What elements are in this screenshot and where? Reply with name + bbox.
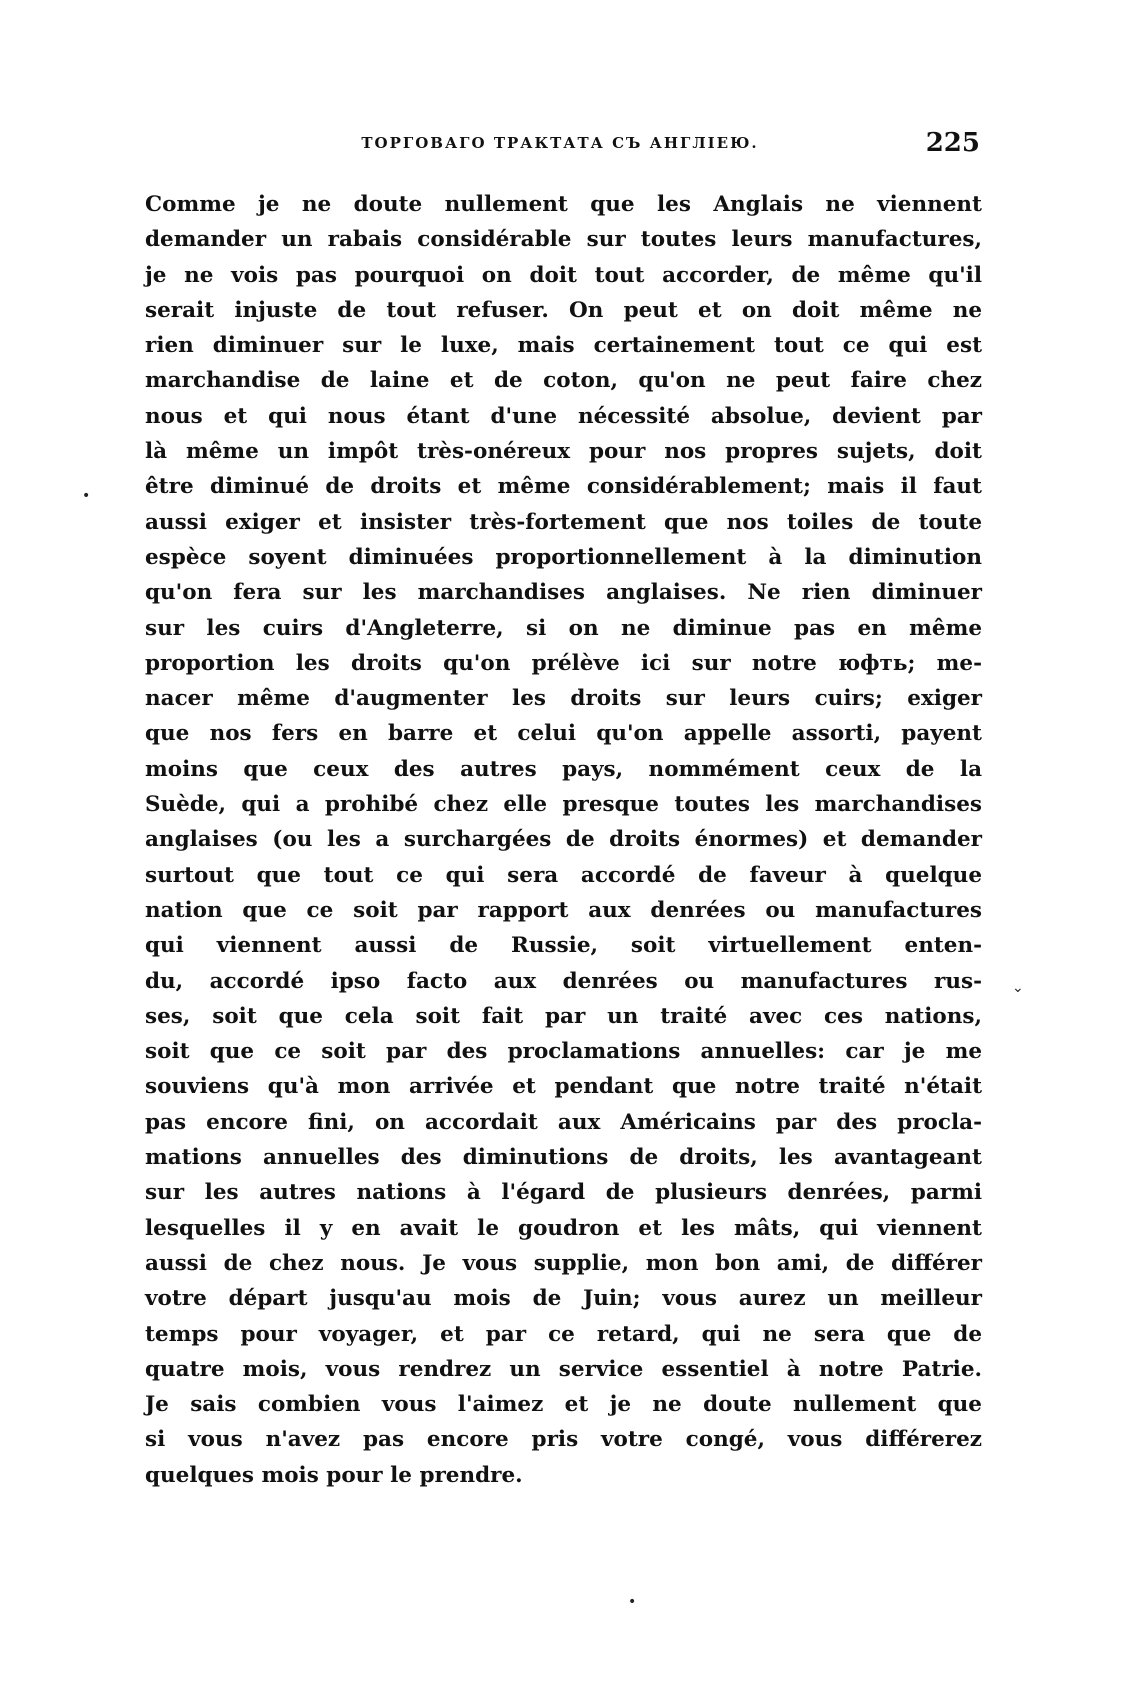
text-line: quelques mois pour le prendre. [145, 1462, 523, 1488]
text-line: soit que ce soit par des proclamations annuelles: car je me [145, 1039, 982, 1065]
text-line: marchandise de laine et de coton, qu'on ne peut faire chez [145, 368, 982, 394]
text-line: ses, soit que cela soit fait par un traité avec ces nations, [145, 1003, 982, 1029]
text-line: aussi exiger et insister très-fortement que nos toiles de toute [145, 509, 982, 535]
text-line: lesquelles il y en avait le goudron et les mâts, qui viennent [145, 1215, 982, 1241]
text-line: nacer même d'augmenter les droits sur leurs cuirs; exiger [145, 686, 982, 712]
scan-speck: ⌄ [1012, 980, 1024, 996]
text-line: rien diminuer sur le luxe, mais certainement tout ce qui est [145, 333, 982, 359]
text-line: pas encore fini, on accordait aux Américains par des procla- [145, 1109, 982, 1135]
text-line: nation que ce soit par rapport aux denrées ou manufactures [145, 897, 982, 923]
text-line: Je sais combien vous l'aimez et je ne doute nullement que [145, 1392, 982, 1418]
text-line: anglaises (ou les a surchargées de droits énormes) et demander [145, 827, 982, 853]
text-line: si vous n'avez pas encore pris votre congé, vous différerez [145, 1427, 982, 1453]
text-line: surtout que tout ce qui sera accordé de faveur à quelque [145, 862, 982, 888]
text-line: mations annuelles des diminutions de droits, les avantageant [145, 1145, 982, 1171]
text-line: souviens qu'à mon arrivée et pendant que notre traité n'était [145, 1074, 982, 1100]
text-line: je ne vois pas pourquoi on doit tout accorder, de même qu'il [145, 262, 982, 288]
scan-speck: • [628, 1594, 637, 1610]
text-line: proportion les droits qu'on prélève ici sur notre юфть; me- [145, 650, 982, 676]
text-line: qu'on fera sur les marchandises anglaises. Ne rien diminuer [145, 580, 982, 606]
text-line: du, accordé ipso facto aux denrées ou manufactures rus- [145, 968, 982, 994]
text-line: serait injuste de tout refuser. On peut et on doit même ne [145, 297, 982, 323]
running-title: ТОРГОВАГО ТРАКТАТА СЪ АНГЛІЕЮ. [361, 134, 759, 152]
text-line: Comme je ne doute nullement que les Anglais ne viennent [145, 192, 982, 217]
text-line: votre départ jusqu'au mois de Juin; vous aurez un meilleur [145, 1286, 982, 1312]
text-line: moins que ceux des autres pays, nommément ceux de la [145, 756, 982, 782]
text-line: espèce soyent diminuées proportionnellement à la diminution [145, 544, 982, 570]
text-line: quatre mois, vous rendrez un service essentiel à notre Patrie. [145, 1356, 982, 1382]
text-line: qui viennent aussi de Russie, soit virtuellement enten- [145, 933, 982, 959]
text-line: sur les autres nations à l'égard de plusieurs denrées, parmi [145, 1180, 982, 1206]
text-line: là même un impôt très-onéreux pour nos propres sujets, doit [145, 439, 982, 465]
text-line: sur les cuirs d'Angleterre, si on ne diminue pas en même [145, 615, 982, 641]
text-line: aussi de chez nous. Je vous supplie, mon bon ami, de différer [145, 1250, 982, 1276]
text-line: demander un rabais considérable sur toutes leurs manufactures, [145, 227, 982, 253]
body-paragraph [145, 187, 982, 1493]
page-number: 225 [925, 128, 980, 158]
text-line: Suède, qui a prohibé chez elle presque toutes les marchandises [145, 792, 982, 818]
running-head [140, 128, 980, 158]
text-line: être diminué de droits et même considérablement; mais il faut [145, 474, 982, 500]
text-line: temps pour voyager, et par ce retard, qui ne sera que de [145, 1321, 982, 1347]
text-line: que nos fers en barre et celui qu'on appelle assorti, payent [145, 721, 982, 747]
scan-speck: • [82, 488, 91, 504]
text-line: nous et qui nous étant d'une nécessité absolue, devient par [145, 403, 982, 429]
